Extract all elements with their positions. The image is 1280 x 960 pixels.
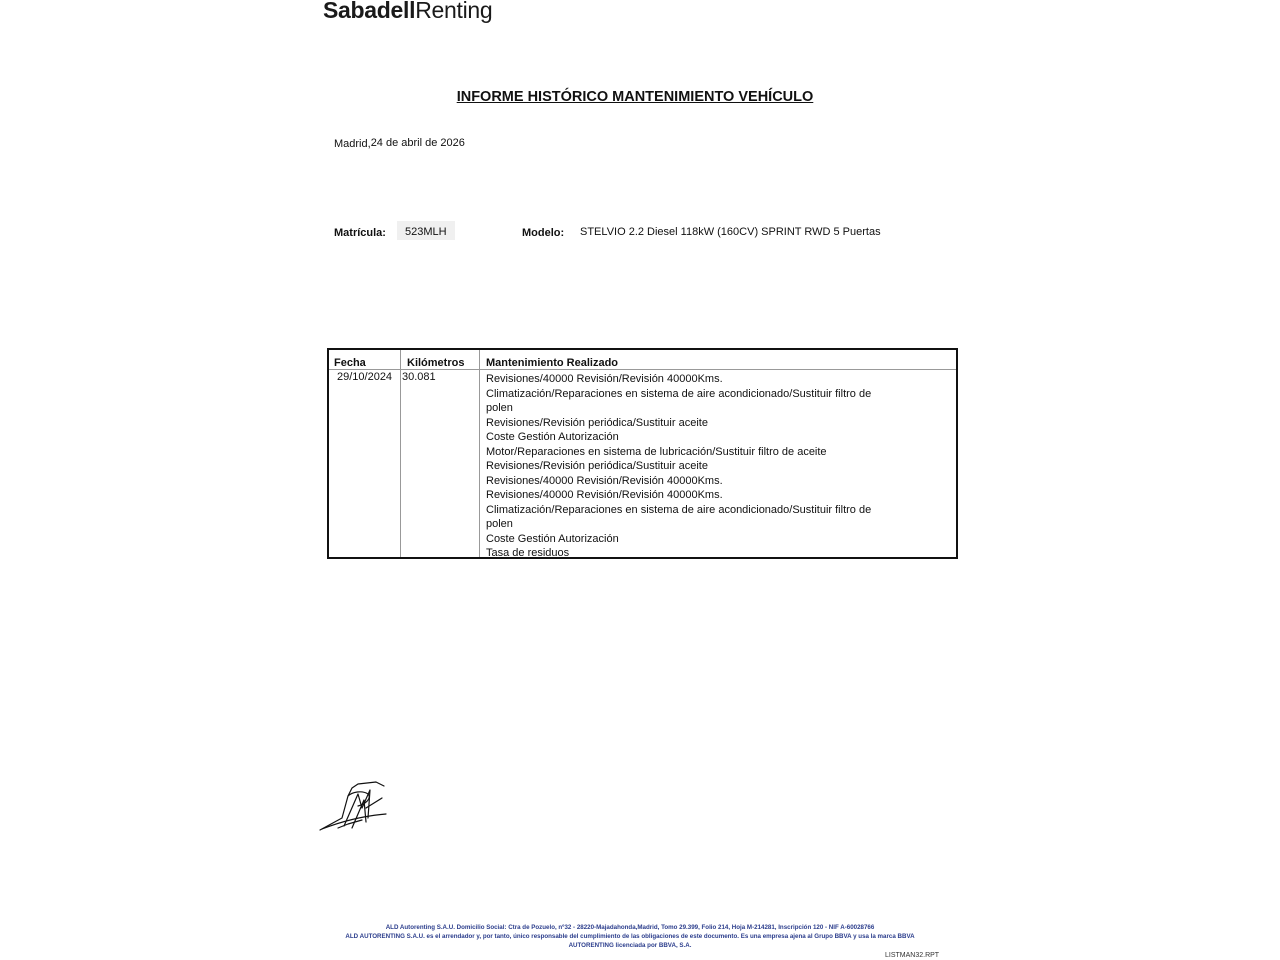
header-date: Fecha	[334, 357, 366, 369]
header-maintenance: Mantenimiento Realizado	[486, 357, 619, 369]
logo-bold-text: Sabadell	[323, 0, 416, 23]
list-item: Revisiones/40000 Revisión/Revisión 40000Kms.	[486, 373, 723, 385]
footer-line-2: ALD AUTORENTING S.A.U. es el arrendador y, por tanto, único responsable del cumplimiento de las obligaciones de este documento. Es una empresa ajena al Grupo BBVA y usa la marca BBVA	[345, 933, 915, 940]
list-item: Motor/Reparaciones en sistema de lubricación/Sustituir filtro de aceite	[486, 445, 827, 458]
list-item: Revisiones/40000 Revisión/Revisión 40000Kms.	[486, 489, 723, 501]
report-code: LISTMAN32.RPT	[885, 952, 940, 959]
list-item: Revisiones/Revisión periódica/Sustituir aceite	[486, 416, 708, 429]
footer-line-1: ALD Autorenting S.A.U. Domicilio Social: Ctra de Pozuelo, nº32 - 28220-Majadahonda,Madrid, Tomo 29.399, Folio 214, Hoja M-214281, Inscripción 120 - NIF A-60028766	[385, 924, 875, 931]
maintenance-table	[327, 348, 958, 559]
header-divider	[329, 369, 956, 370]
list-item: Coste Gestión Autorización	[486, 532, 619, 545]
list-item: Climatización/Reparaciones en sistema de aire acondicionado/Sustituir filtro de polen	[486, 503, 872, 530]
signature-icon	[318, 778, 392, 834]
list-item: Tasa de residuos	[486, 547, 570, 559]
list-item: Revisiones/40000 Revisión/Revisión 40000Kms.	[486, 474, 723, 487]
column-divider	[400, 350, 401, 557]
date-text: 24 de abril de 2026	[370, 137, 465, 149]
company-logo	[323, 0, 492, 24]
logo-regular-text: Renting	[415, 0, 493, 23]
maintenance-items-list	[486, 372, 876, 561]
list-item: Revisiones/Revisión periódica/Sustituir aceite	[486, 460, 708, 472]
place-text: Madrid,	[334, 138, 371, 150]
column-divider	[479, 350, 480, 557]
model-label: Modelo:	[522, 227, 565, 239]
document-title	[0, 89, 1270, 105]
plate-label: Matrícula:	[334, 227, 386, 239]
footer-line-3: AUTORENTING licenciada por BBVA, S.A.	[568, 942, 692, 949]
document-title-text: INFORME HISTÓRICO MANTENIMIENTO VEHÍCULO	[456, 89, 814, 105]
header-km: Kilómetros	[407, 357, 465, 369]
signature	[318, 778, 392, 839]
plate-value: 523MLH	[405, 226, 447, 238]
model-value: STELVIO 2.2 Diesel 118kW (160CV) SPRINT RWD 5 Puertas	[580, 226, 881, 238]
row-km: 30.081	[402, 371, 436, 383]
list-item: Coste Gestión Autorización	[486, 431, 619, 443]
row-date: 29/10/2024	[337, 371, 393, 383]
place-date	[334, 138, 465, 150]
list-item: Climatización/Reparaciones en sistema de aire acondicionado/Sustituir filtro de polen	[486, 387, 872, 414]
